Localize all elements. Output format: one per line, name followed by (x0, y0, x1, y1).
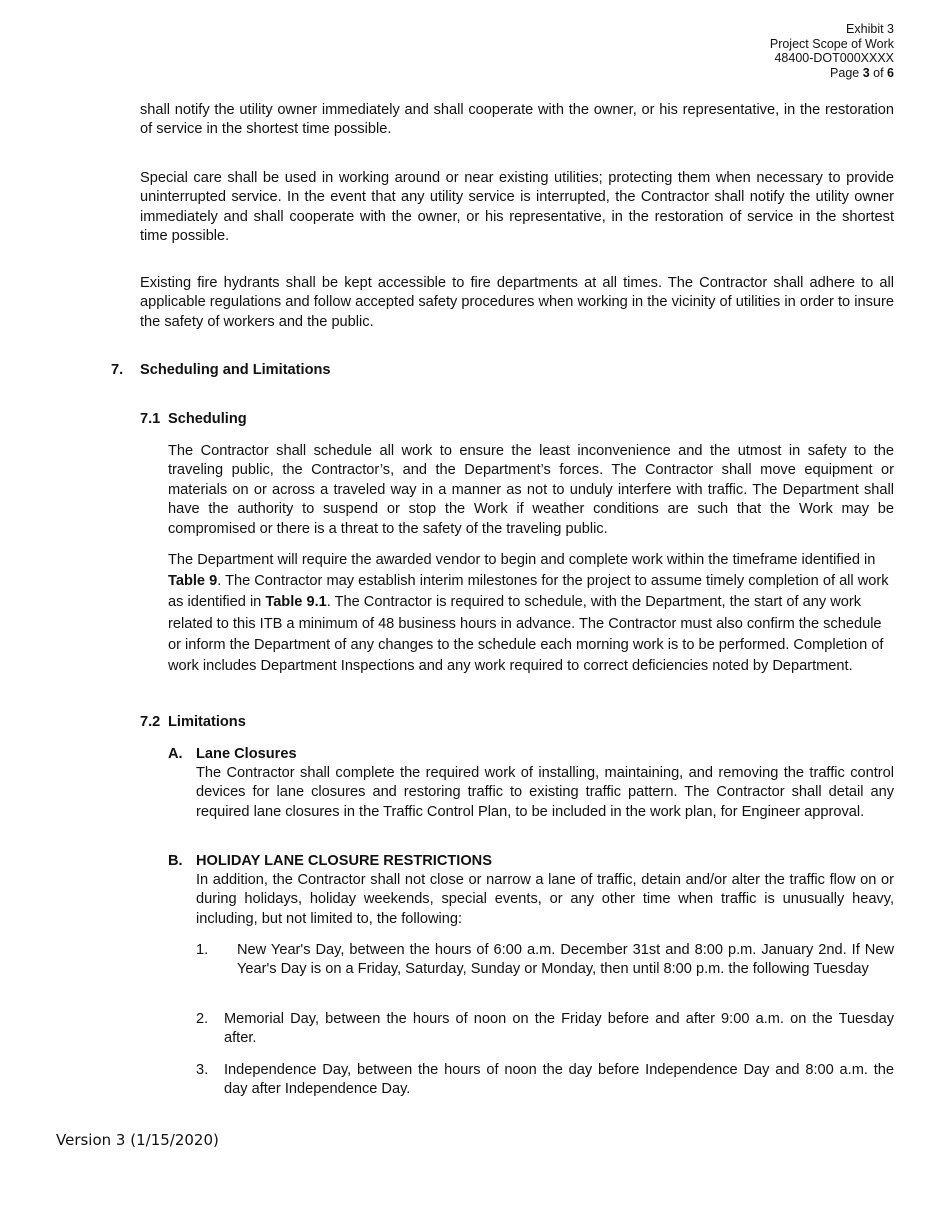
holiday-restrictions-heading (168, 852, 492, 871)
lane-closures-paragraph: The Contractor shall complete the required work of installing, maintaining, and removing the traffic control devices for lane closures and restoring traffic to existing traffic pattern. The Contractor shall detail any required lane closures in the Traffic Control Plan, to be included in the work plan, for Engineer approval. (196, 765, 894, 820)
lane-closures-letter: A. (168, 746, 183, 762)
section-7-number: 7. (111, 362, 124, 378)
version-footer: Version 3 (1/15/2020) (56, 1131, 219, 1149)
list-item-text: Memorial Day, between the hours of noon on the Friday before and after 9:00 a.m. on the Tuesday after. (224, 1011, 894, 1047)
section-7-1-number: 7.1 (140, 411, 161, 427)
list-item-number: 2. (196, 1011, 209, 1027)
special-care-paragraph: Special care shall be used in working around or near existing utilities; protecting them when necessary to provide uninterrupted service. In the event that any utility service is interrupted, the Contractor shall notify the utility owner immediately and shall cooperate with the owner, or his representative, in the restoration of service in the shortest time possible. (140, 170, 894, 245)
document-number: 48400-DOT000XXXX (774, 51, 894, 66)
list-item (196, 1010, 894, 1049)
list-item-number: 1. (196, 942, 209, 958)
scheduling-paragraph-2: The Department will require the awarded vendor to begin and complete work within the timeframe identified in Table 9. The Contractor may establish interim milestones for the project to assume timely completion of all work as identified in Table 9.1. The Contractor is required to schedule, with the Department, the start of any work related to this ITB a minimum of 48 business hours in advance. The Contractor must also confirm the schedule or inform the Department of any changes to the schedule each morning work is to be performed. Completion of work includes Department Inspections and any work required to correct deficiencies noted by Department. (168, 552, 889, 675)
list-item-number: 3. (196, 1062, 209, 1078)
list-item (196, 1061, 894, 1100)
lane-closures-heading (168, 745, 297, 764)
table-9-reference: Table 9 (168, 573, 218, 590)
scheduling-paragraph-1: The Contractor shall schedule all work to ensure the least inconvenience and the utmost in safety to the traveling public, the Contractor’s, and the Department’s forces. The Contractor shall move equipment or materials on or across a traveled way in a manner as not to unduly interfere with traffic. The Department shall have the authority to suspend or stop the Work if weather conditions are such that the Work may be compromised or there is a threat to the safety of the traveling public. (168, 443, 894, 537)
page-header (770, 22, 894, 80)
section-7-2-title: Limitations (168, 714, 246, 730)
section-7-1-heading (140, 410, 247, 429)
holiday-restrictions-title: HOLIDAY LANE CLOSURE RESTRICTIONS (196, 853, 492, 869)
page-indicator: Page 3 of 6 (830, 65, 894, 80)
lane-closures-title: Lane Closures (196, 746, 297, 762)
section-7-2-heading (140, 713, 246, 732)
list-item-text: New Year's Day, between the hours of 6:00 a.m. December 31st and 8:00 p.m. January 2nd. If New Year's Day is on a Friday, Saturday, Sunday or Monday, then until 8:00 p.m. the following Tuesday (237, 942, 894, 978)
section-7-2-number: 7.2 (140, 714, 161, 730)
holiday-restrictions-paragraph: In addition, the Contractor shall not close or narrow a lane of traffic, detain and/or alter the traffic flow on or during holidays, holiday weekends, special events, or any other time when traffic is unusually heavy, including, but not limited to, the following: (196, 872, 894, 927)
fire-hydrants-paragraph: Existing fire hydrants shall be kept accessible to fire departments at all times. The Contractor shall adhere to all applicable regulations and follow accepted safety procedures when working in the vicinity of utilities in order to insure the safety of workers and the public. (140, 275, 894, 330)
intro-paragraph: shall notify the utility owner immediately and shall cooperate with the owner, or his representative, in the restoration of service in the shortest time possible. (140, 102, 894, 138)
list-item (196, 941, 894, 980)
exhibit-label: Exhibit 3 (846, 22, 894, 36)
list-item-text: Independence Day, between the hours of noon the day before Independence Day and 8:00 a.m. the day after Independence Day. (224, 1062, 894, 1098)
scope-label: Project Scope of Work (769, 36, 894, 51)
holiday-restrictions-letter: B. (168, 853, 183, 869)
page-total: 6 (887, 65, 894, 80)
section-7-1-title: Scheduling (168, 411, 247, 427)
page-number: 3 (862, 65, 870, 80)
section-7-title: Scheduling and Limitations (140, 362, 331, 378)
table-9-1-reference: Table 9.1 (265, 594, 327, 611)
section-7-heading (111, 361, 331, 380)
